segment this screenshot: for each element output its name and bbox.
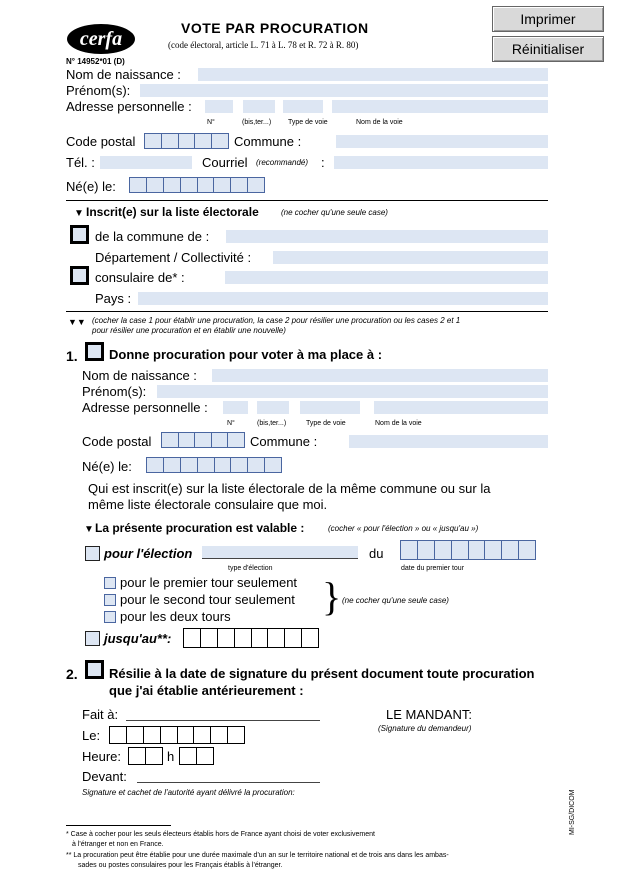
inscrit-dept-field[interactable]	[273, 251, 548, 264]
date-tour-caption: date du premier tour	[401, 565, 465, 572]
inscrit-consulaire-label: consulaire de* :	[95, 270, 185, 285]
section1-cp-cells[interactable]	[161, 432, 245, 448]
section2-checkbox[interactable]	[85, 660, 104, 679]
footnote1-line1: * Case à cocher pour les seuls électeurs établis hors de France ayant choisi de voter exclusivement	[66, 831, 375, 838]
section1-heading: Donne procuration pour voter à ma place à :	[109, 347, 383, 362]
mandant-commune-field[interactable]	[336, 135, 548, 148]
mandant-signature-note: (Signature du demandeur)	[378, 724, 472, 733]
heure-label: Heure:	[82, 749, 122, 764]
mandant-ne-label: Né(e) le:	[66, 179, 116, 194]
fait-label: Fait à:	[82, 707, 119, 722]
section1-nom-label: Nom de naissance :	[82, 368, 197, 383]
le-label: Le:	[82, 728, 101, 743]
mandant-signature-title: LE MANDANT:	[386, 707, 472, 722]
inscrit-marker: ▼	[74, 208, 84, 219]
jusquau-date-cells[interactable]	[183, 628, 319, 648]
form-title: VOTE PAR PROCURATION	[181, 20, 369, 36]
section1-commune-label: Commune :	[250, 434, 318, 449]
section1-addr-nom-field[interactable]	[374, 401, 548, 414]
section1-ne-cells[interactable]	[146, 457, 282, 473]
mandant-prenom-field[interactable]	[140, 84, 548, 97]
form-number: N° 14952*01 (D)	[66, 57, 125, 66]
section1-addr-type-caption: Type de voie	[306, 420, 346, 427]
tour3-label: pour les deux tours	[120, 609, 231, 624]
instructions-line1: (cocher la case 1 pour établir une procuration, la case 2 pour résilier une procuration ou les cases 2 et 1	[92, 316, 461, 325]
inscrit-commune-field[interactable]	[226, 230, 548, 243]
mandant-addr-no-field[interactable]	[205, 100, 233, 113]
section1-nom-field[interactable]	[212, 369, 548, 382]
election-type-field[interactable]	[202, 546, 358, 559]
mandant-nom-label: Nom de naissance :	[66, 67, 181, 82]
section1-inscrit-line1: Qui est inscrit(e) sur la liste électorale de la même commune ou sur la	[88, 481, 491, 496]
mandant-courriel-note: (recommandé)	[256, 158, 309, 167]
mandant-tel-field[interactable]	[100, 156, 192, 169]
inscrit-commune-label: de la commune de :	[95, 229, 210, 244]
election-date-cells[interactable]	[400, 540, 536, 560]
section1-addr-type-field[interactable]	[300, 401, 360, 414]
devant-label: Devant:	[82, 769, 127, 784]
footnote2-line2: sades ou postes consulaires pour les Français établis à l'étranger.	[78, 862, 283, 869]
section2-line2: que j'ai établie antérieurement :	[109, 683, 304, 698]
instructions-marker: ▼▼	[68, 317, 86, 327]
fait-field[interactable]	[126, 708, 320, 721]
cerfa-logo: cerfa	[67, 24, 135, 54]
form-subtitle: (code électoral, article L. 71 à L. 78 et R. 72 à R. 80)	[168, 40, 359, 50]
jusquau-label: jusqu'au**:	[104, 631, 172, 646]
mandant-ne-cells[interactable]	[129, 177, 265, 193]
section1-cp-label: Code postal	[82, 434, 152, 449]
print-button[interactable]: Imprimer	[492, 6, 604, 32]
inscrit-commune-checkbox[interactable]	[70, 225, 89, 244]
mandant-addr-type-field[interactable]	[283, 100, 323, 113]
inscrit-pays-label: Pays :	[95, 291, 132, 306]
mandant-addr-type-caption: Type de voie	[288, 119, 328, 126]
section1-prenom-field[interactable]	[157, 385, 548, 398]
section2-number: 2.	[66, 666, 78, 682]
tours-note: (ne cocher qu'une seule case)	[342, 596, 449, 605]
separator-1	[66, 200, 548, 201]
section1-checkbox[interactable]	[85, 342, 104, 361]
inscrit-note: (ne cocher qu'une seule case)	[281, 208, 388, 217]
section1-inscrit-line2: même liste électorale consulaire que moi.	[88, 497, 328, 512]
section1-ne-label: Né(e) le:	[82, 459, 132, 474]
valable-marker: ▼	[84, 524, 94, 535]
inscrit-consulaire-field[interactable]	[225, 271, 548, 284]
section1-addr-no-field[interactable]	[223, 401, 248, 414]
section1-commune-field[interactable]	[349, 435, 548, 448]
election-label: pour l'élection	[104, 546, 193, 561]
footnote-separator	[66, 825, 171, 826]
tour1-checkbox[interactable]	[104, 577, 116, 589]
valable-note: (cocher « pour l'élection » ou « jusqu'au »)	[328, 524, 479, 533]
mandant-addr-bis-caption: (bis,ter...)	[242, 119, 272, 126]
separator-2	[66, 311, 548, 312]
tour2-label: pour le second tour seulement	[120, 592, 295, 607]
mandant-adresse-label: Adresse personnelle :	[66, 99, 192, 114]
mandant-courriel-label: Courriel	[202, 155, 248, 170]
mandant-commune-label: Commune :	[234, 134, 302, 149]
inscrit-heading: Inscrit(e) sur la liste électorale	[86, 205, 259, 219]
inscrit-dept-label: Département / Collectivité :	[95, 250, 252, 265]
du-label: du	[369, 546, 384, 561]
mandant-nom-field[interactable]	[198, 68, 548, 81]
section1-addr-bis-caption: (bis,ter...)	[257, 420, 287, 427]
reset-button[interactable]: Réinitialiser	[492, 36, 604, 62]
tour1-label: pour le premier tour seulement	[120, 575, 298, 590]
mandant-courriel-field[interactable]	[334, 156, 548, 169]
valable-heading: La présente procuration est valable :	[95, 521, 305, 535]
mandant-cp-label: Code postal	[66, 134, 136, 149]
le-date-cells[interactable]	[109, 726, 245, 744]
section1-addr-nom-caption: Nom de la voie	[375, 420, 422, 427]
h-label: h	[167, 749, 175, 764]
mandant-addr-nom-field[interactable]	[332, 100, 548, 113]
inscrit-pays-field[interactable]	[138, 292, 548, 305]
side-code: MI-SG/DICOM	[569, 789, 576, 835]
mandant-prenom-label: Prénom(s):	[66, 83, 131, 98]
mandant-courriel-colon: :	[321, 155, 325, 170]
mandant-addr-nom-caption: Nom de la voie	[356, 119, 403, 126]
section2-line1: Résilie à la date de signature du présent document toute procuration	[109, 666, 535, 681]
inscrit-consulaire-checkbox[interactable]	[70, 266, 89, 285]
mandant-tel-label: Tél. :	[66, 155, 95, 170]
tour3-checkbox[interactable]	[104, 611, 116, 623]
tour2-checkbox[interactable]	[104, 594, 116, 606]
section1-number: 1.	[66, 348, 78, 364]
instructions-line2: pour résilier une procuration et en établir une nouvelle)	[92, 326, 286, 335]
jusquau-checkbox[interactable]	[85, 631, 100, 646]
mandant-cp-cells[interactable]	[144, 133, 229, 149]
type-election-caption: type d'élection	[228, 565, 273, 572]
footnote2-line1: ** La procuration peut être établie pour une durée maximale d'un an sur le territoire national et de trois ans dans les ambas-	[66, 852, 449, 859]
devant-field[interactable]	[137, 770, 320, 783]
section1-addr-no-caption: N°	[227, 420, 235, 427]
section1-addr-bis-field[interactable]	[257, 401, 289, 414]
cachet-note: Signature et cachet de l'autorité ayant délivré la procuration:	[82, 788, 295, 797]
section1-adresse-label: Adresse personnelle :	[82, 400, 208, 415]
election-checkbox[interactable]	[85, 546, 100, 561]
footnote1-line2: à l'étranger et non en France.	[72, 841, 164, 848]
mandant-addr-no-caption: N°	[207, 119, 215, 126]
section1-prenom-label: Prénom(s):	[82, 384, 147, 399]
tours-brace: }	[322, 574, 342, 619]
mandant-addr-bis-field[interactable]	[243, 100, 275, 113]
